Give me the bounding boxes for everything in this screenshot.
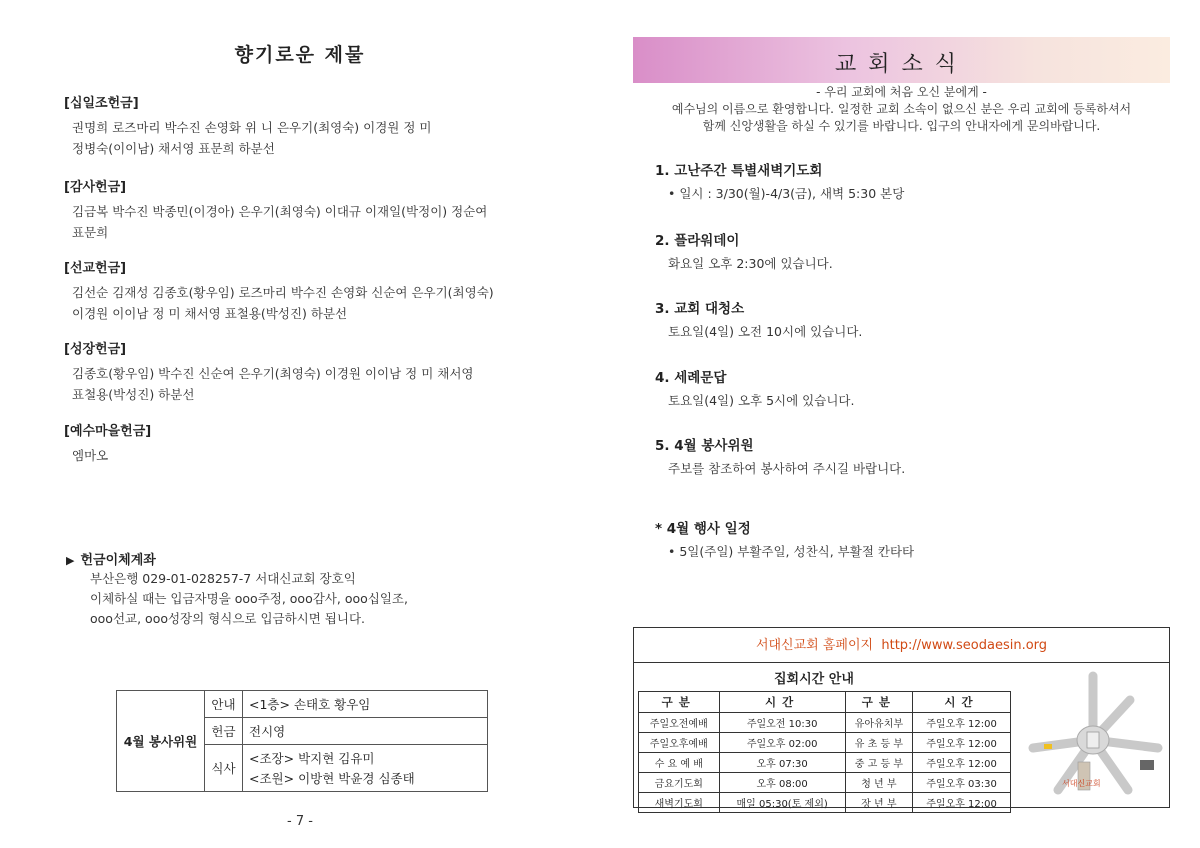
table-cell: 유 초 등 부 <box>845 733 912 753</box>
homepage-label: 서대신교회 홈페이지 <box>755 638 874 653</box>
name-line: 김종호(황우임) 박수진 신순여 은우기(최영숙) 이경원 이이남 정 미 채서영 <box>72 366 474 381</box>
banner-title: 교회소식 <box>834 52 968 77</box>
column-header: 구분 <box>845 692 912 713</box>
news-heading: * 4월 행사 일정 <box>655 521 751 537</box>
section-heading: [감사헌금] <box>64 180 127 195</box>
meeting-title: 집회시간 안내 <box>774 672 854 687</box>
news-item <box>655 434 1155 479</box>
news-detail: • 5일(주일) 부활주일, 성찬식, 부활절 칸타타 <box>668 544 915 559</box>
table-cell: 새벽기도회 <box>639 793 720 813</box>
value-cell: <조원> 이방현 박윤경 심종태 <box>243 768 488 792</box>
news-heading: 1. 고난주간 특별새벽기도회 <box>655 163 823 179</box>
news-heading: 2. 플라워데이 <box>655 233 740 249</box>
table-cell: 유아유치부 <box>845 713 912 733</box>
welcome-line: 예수님의 이름으로 환영합니다. 일정한 교회 소속이 없으신 분은 우리 교회에 등록하셔서 <box>671 102 1132 116</box>
transfer-line: 이체하실 때는 입금자명을 ooo주정, ooo감사, ooo십일조, <box>90 591 408 606</box>
table-cell: 주일오전 10:30 <box>719 713 845 733</box>
role-cell: 식사 <box>205 745 243 792</box>
welcome-message <box>633 84 1170 135</box>
table-cell: 오후 07:30 <box>719 753 845 773</box>
table-cell: 주일오후 12:00 <box>913 793 1011 813</box>
homepage-link[interactable]: http://www.seodaesin.org <box>881 638 1048 653</box>
name-line: 권명희 로즈마리 박수진 손영화 위 니 은우기(최영숙) 이경원 정 미 <box>72 120 432 135</box>
role-cell: 안내 <box>205 691 243 718</box>
meeting-table <box>638 691 1011 813</box>
news-heading: 3. 교회 대청소 <box>655 301 745 317</box>
section-heading: [성장헌금] <box>64 342 127 357</box>
column-header: 구분 <box>639 692 720 713</box>
table-cell: 주일오후 02:00 <box>719 733 845 753</box>
table-cell: 금요기도회 <box>639 773 720 793</box>
map-church-label: 서대신교회 <box>1062 779 1101 788</box>
name-line: 김금복 박수진 박종민(이경아) 은우기(최영숙) 이대규 이재일(박정이) 정순여 <box>72 204 488 219</box>
table-row <box>639 793 1011 813</box>
table-cell: 주일오후 03:30 <box>913 773 1011 793</box>
schedule-box <box>633 627 1170 808</box>
growth-section <box>64 338 564 405</box>
section-heading: [선교헌금] <box>64 261 127 276</box>
mission-section <box>64 257 564 324</box>
volunteer-title: 4월 봉사위원 <box>117 691 205 792</box>
name-line: 표철용(박성진) 하분선 <box>72 387 195 402</box>
section-heading: [십일조헌금] <box>64 96 139 111</box>
table-cell: 중 고 등 부 <box>845 753 912 773</box>
transfer-line: 부산은행 029-01-028257-7 서대신교회 장호익 <box>90 571 356 586</box>
offering-title: 향기로운 제물 <box>234 44 366 66</box>
welcome-line: - 우리 교회에 처음 오신 분에게 - <box>816 85 987 99</box>
news-item <box>655 297 1155 342</box>
table-row <box>639 753 1011 773</box>
column-header: 시간 <box>719 692 845 713</box>
church-map <box>1018 670 1168 806</box>
value-cell: <1층> 손태호 황우임 <box>243 691 488 718</box>
news-heading: 5. 4월 봉사위원 <box>655 438 754 454</box>
table-cell: 매일 05:30(토 제외) <box>719 793 845 813</box>
page-number: - 7 - <box>287 814 313 829</box>
table-cell: 장 년 부 <box>845 793 912 813</box>
value-cell: <조장> 박지현 김유미 <box>243 745 488 769</box>
table-row <box>639 773 1011 793</box>
table-cell: 주일오전예배 <box>639 713 720 733</box>
news-detail: 화요일 오후 2:30에 있습니다. <box>668 256 833 271</box>
volunteer-table <box>116 690 488 792</box>
column-header: 시간 <box>913 692 1011 713</box>
table-cell: 수 요 예 배 <box>639 753 720 773</box>
news-banner <box>633 37 1170 83</box>
news-item <box>655 159 1155 204</box>
table-cell: 오후 08:00 <box>719 773 845 793</box>
news-detail: • 일시 : 3/30(월)-4/3(금), 새벽 5:30 본당 <box>668 186 905 201</box>
name-line: 정병숙(이이남) 채서영 표문희 하분선 <box>72 141 275 156</box>
thanks-section <box>64 176 564 243</box>
tithe-section <box>64 92 564 159</box>
transfer-line: ooo선교, ooo성장의 형식으로 입금하시면 됩니다. <box>90 611 366 626</box>
news-item <box>655 517 1155 562</box>
table-cell: 주일오후 12:00 <box>913 713 1011 733</box>
triangle-icon: ▶ <box>66 554 75 567</box>
name-line: 김선순 김재성 김종호(황우임) 로즈마리 박수진 손영화 신순여 은우기(최영숙) <box>72 285 494 300</box>
name-line: 엠마오 <box>72 448 109 463</box>
table-cell: 청 년 부 <box>845 773 912 793</box>
role-cell: 헌금 <box>205 718 243 745</box>
table-cell: 주일오후 12:00 <box>913 733 1011 753</box>
jesus-village-section <box>64 420 564 466</box>
name-line: 이경원 이이남 정 미 채서영 표철용(박성진) 하분선 <box>72 306 348 321</box>
welcome-line: 함께 신앙생활을 하실 수 있기를 바랍니다. 입구의 안내자에게 문의바랍니다. <box>702 119 1101 133</box>
right-page <box>600 0 1200 848</box>
table-row <box>639 733 1011 753</box>
transfer-account <box>66 549 546 628</box>
table-row <box>639 713 1011 733</box>
news-item <box>655 366 1155 411</box>
table-cell: 주일오후예배 <box>639 733 720 753</box>
news-detail: 토요일(4일) 오후 5시에 있습니다. <box>668 393 855 408</box>
news-detail: 주보를 참조하여 봉사하여 주시길 바랍니다. <box>668 461 906 476</box>
homepage-bar <box>634 628 1169 663</box>
section-heading: [예수마을헌금] <box>64 424 152 439</box>
news-heading: 4. 세례문답 <box>655 370 727 386</box>
news-item <box>655 229 1155 274</box>
transfer-heading: 헌금이체계좌 <box>80 553 156 568</box>
table-cell: 주일오후 12:00 <box>913 753 1011 773</box>
name-line: 표문희 <box>72 225 109 240</box>
value-cell: 전시영 <box>243 718 488 745</box>
news-detail: 토요일(4일) 오전 10시에 있습니다. <box>668 324 863 339</box>
